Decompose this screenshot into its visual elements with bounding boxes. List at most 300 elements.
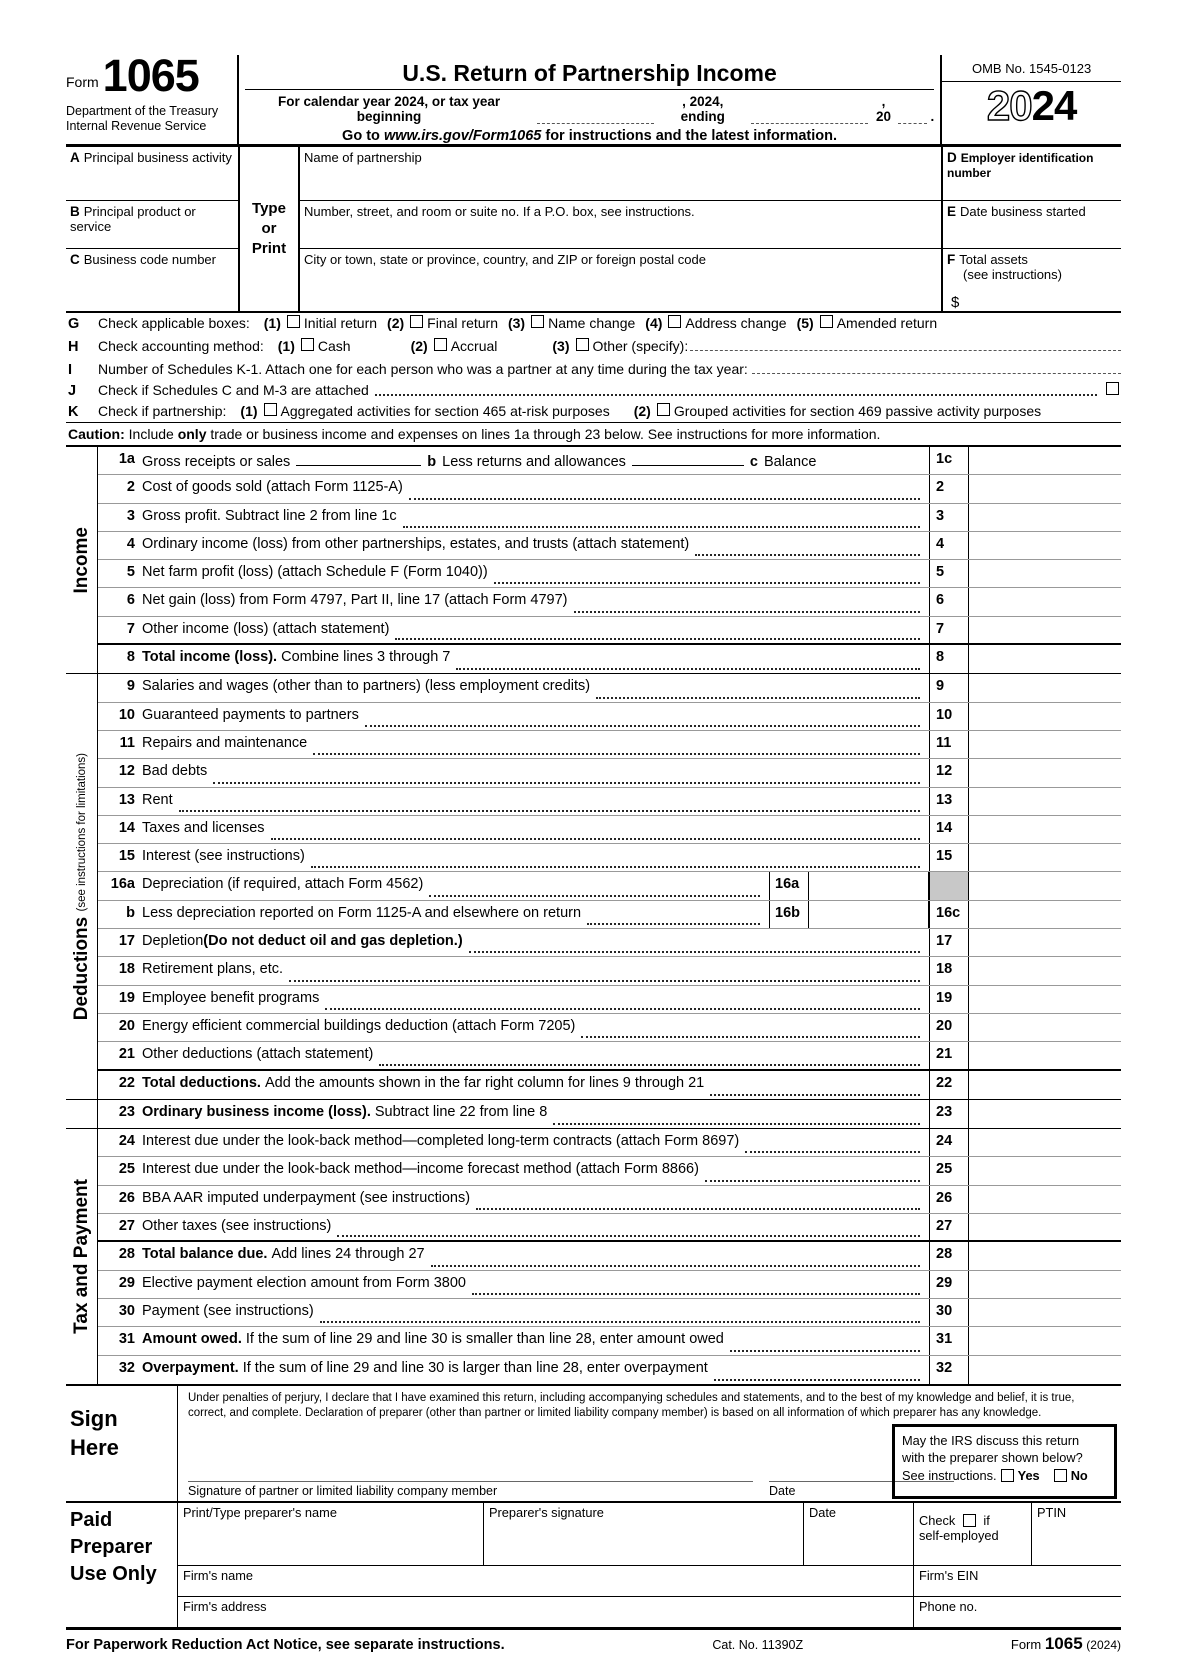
label-j-text: Check if Schedules C and M-3 are attached xyxy=(98,382,369,398)
line-9-number: 9 xyxy=(126,678,135,695)
form-number: 1065 xyxy=(102,50,199,101)
line-16c-amount-input[interactable] xyxy=(969,901,1121,928)
line-25-text-cell xyxy=(142,1157,929,1184)
label-h-tag: H xyxy=(68,339,79,355)
line-4-row xyxy=(98,532,1121,560)
line-6-number: 6 xyxy=(126,592,135,609)
line-21-row xyxy=(98,1042,1121,1070)
agency-line-1: Department of the Treasury xyxy=(66,104,219,119)
masthead-left xyxy=(66,50,237,144)
line-16b-leader xyxy=(587,923,760,925)
field-date-business-started[interactable] xyxy=(943,201,1121,249)
line-7-number: 7 xyxy=(126,620,135,637)
line-14-text-cell xyxy=(142,816,929,843)
line-4-leader xyxy=(695,554,920,556)
line-5-row xyxy=(98,560,1121,588)
g2-number: (2) xyxy=(387,315,405,331)
line-30-amount-input[interactable] xyxy=(969,1299,1121,1326)
checkbox-amended-return[interactable] xyxy=(820,315,833,328)
income-label-text: Income xyxy=(70,526,92,594)
line-29-text-cell xyxy=(142,1271,929,1298)
line-2-amount-number: 2 xyxy=(929,475,969,502)
row-k-partnership-elections xyxy=(66,401,1121,422)
preparer-row-2 xyxy=(178,1566,1121,1597)
deductions-label-sub: (see instructions for limitations) xyxy=(75,752,88,912)
tax-payment-label-text: Tax and Payment xyxy=(70,1179,92,1334)
line-29-amount-input[interactable] xyxy=(969,1271,1121,1298)
label-b-tag: B xyxy=(70,204,80,219)
line-12-amount-input[interactable] xyxy=(969,759,1121,786)
field-firm-ein[interactable] xyxy=(914,1566,1121,1596)
k1-number: (1) xyxy=(240,403,258,419)
line-22-leader xyxy=(710,1094,920,1096)
entity-info-block xyxy=(66,147,1121,313)
line-22-number: 22 xyxy=(118,1074,135,1091)
line-23-leader xyxy=(553,1123,920,1125)
k1-label: Aggregated activities for section 465 at-risk purposes xyxy=(280,403,610,419)
g1-number: (1) xyxy=(263,315,281,331)
line-10-amount-input[interactable] xyxy=(969,703,1121,730)
agency-line-2: Internal Revenue Service xyxy=(66,119,207,134)
accounting-method-other-input[interactable] xyxy=(690,336,1121,351)
line-24-row xyxy=(98,1129,1121,1157)
label-street-address: Number, street, and room or suite no. If a P.O. box, see instructions. xyxy=(304,204,695,219)
h2-number: (2) xyxy=(410,338,428,354)
line-23-rows xyxy=(98,1100,1121,1128)
irs-discuss-no-label: No xyxy=(1070,1468,1088,1484)
line-31-bold-label: Amount owed. xyxy=(142,1331,242,1348)
line-5-leader xyxy=(494,582,920,584)
line-31-row xyxy=(98,1327,1121,1355)
field-phone-number[interactable] xyxy=(914,1597,1121,1627)
line-28-label: Add lines 24 through 27 xyxy=(271,1246,425,1263)
field-city-state-zip[interactable] xyxy=(300,249,941,311)
line-31-leader xyxy=(730,1350,920,1352)
goto-suffix: for instructions and the latest information. xyxy=(545,128,838,144)
line-7-amount-number: 7 xyxy=(929,617,969,643)
line-16a-row xyxy=(98,872,1121,900)
field-firm-address[interactable] xyxy=(178,1597,914,1627)
label-f-tag: F xyxy=(947,252,956,267)
checkbox-irs-discuss-yes[interactable] xyxy=(1001,1469,1014,1482)
line-30-amount-number: 30 xyxy=(929,1299,969,1326)
line-13-row xyxy=(98,788,1121,816)
line-31-text-cell xyxy=(142,1327,929,1354)
line-25-label: Interest due under the look-back method—income forecast method (attach Form 8866) xyxy=(142,1161,699,1178)
line-18-row xyxy=(98,957,1121,985)
g4-label: Address change xyxy=(685,315,787,331)
line-2-leader xyxy=(409,498,920,500)
line-23-bold-label: Ordinary business income (loss). xyxy=(142,1103,371,1120)
line-32-leader xyxy=(714,1379,920,1381)
tax-year-outline-part: 20 xyxy=(986,82,1032,129)
label-f-text: Total assets xyxy=(959,252,1028,267)
label-i-text: Number of Schedules K-1. Attach one for each person who was a partner at any time during the tax year: xyxy=(98,361,748,377)
preparer-row-3 xyxy=(178,1597,1121,1627)
line-3-amount-input[interactable] xyxy=(969,504,1121,531)
line-25-row xyxy=(98,1157,1121,1185)
line-32-text-cell xyxy=(142,1356,929,1384)
line-20-text-cell xyxy=(142,1014,929,1041)
label-check: Check xyxy=(919,1512,956,1528)
deductions-section xyxy=(66,673,1121,1098)
line-28-row xyxy=(98,1242,1121,1270)
line-15-leader xyxy=(311,866,920,868)
line-23-row xyxy=(98,1100,1121,1128)
label-self-employed: self-employed xyxy=(919,1527,999,1543)
line-14-leader xyxy=(271,838,920,840)
footer-form-year: (2024) xyxy=(1086,1637,1121,1652)
entity-left-column xyxy=(66,147,238,311)
line-1c-amount-input[interactable] xyxy=(969,447,1121,474)
line-30-row xyxy=(98,1299,1121,1327)
field-firm-name[interactable] xyxy=(178,1566,914,1596)
perjury-declaration: Under penalties of perjury, I declare that I have examined this return, including accompanying schedules and statements, and to the best of my knowledge and belief, it is true, correct, and complete. Declaration of preparer (other than partner or limited liability company member) is based on all information of which preparer has any knowledge. xyxy=(188,1391,1075,1420)
line-16b-sub-input[interactable] xyxy=(809,901,929,928)
label-b-text: Principal product or service xyxy=(70,204,196,234)
label-a-text: Principal business activity xyxy=(83,150,232,165)
line-3-label: Gross profit. Subtract line 2 from line 1c xyxy=(142,507,397,524)
line-10-row xyxy=(98,703,1121,731)
line-1c-amount-number: 1c xyxy=(929,447,969,474)
caution-text-2: trade or business income and expenses on lines 1a through 23 below. See instructions for more information. xyxy=(210,426,881,442)
tax-year-end-field[interactable] xyxy=(751,110,868,124)
line-8-number: 8 xyxy=(126,649,135,666)
line-10-number: 10 xyxy=(118,706,135,723)
h1-label: Cash xyxy=(317,338,351,354)
line-7-leader xyxy=(395,638,920,640)
line-6-text-cell xyxy=(142,588,929,615)
line-22-amount-number: 22 xyxy=(929,1071,969,1099)
line-15-number: 15 xyxy=(118,848,135,865)
checkbox-initial-return[interactable] xyxy=(287,315,300,328)
line-23-amount-number: 23 xyxy=(929,1100,969,1128)
checkbox-rows-block xyxy=(66,313,1121,445)
checkbox-irs-discuss-no[interactable] xyxy=(1054,1469,1067,1482)
line-11-row xyxy=(98,731,1121,759)
line-13-text-cell xyxy=(142,788,929,815)
line-28-amount-input[interactable] xyxy=(969,1242,1121,1269)
line-4-label: Ordinary income (loss) from other partnerships, estates, and trusts (attach statement) xyxy=(142,535,690,552)
calendar-year-suffix: , 20 xyxy=(875,94,891,124)
paid-preparer-line-2: Preparer xyxy=(70,1535,153,1558)
line-25-leader xyxy=(705,1180,920,1182)
line-22-amount-input[interactable] xyxy=(969,1071,1121,1099)
line-5-text-cell xyxy=(142,560,929,587)
checkbox-method-accrual[interactable] xyxy=(434,338,447,351)
line-23-number: 23 xyxy=(118,1103,135,1120)
field-street-address[interactable] xyxy=(300,201,941,249)
line-4-amount-input[interactable] xyxy=(969,532,1121,559)
line-17-row xyxy=(98,929,1121,957)
catalog-number: Cat. No. 11390Z xyxy=(712,1637,804,1652)
line-19-amount-input[interactable] xyxy=(969,986,1121,1013)
deductions-label-main: Deductions xyxy=(70,916,92,1021)
label-e-tag: E xyxy=(947,204,957,219)
line-26-amount-number: 26 xyxy=(929,1186,969,1213)
line-26-amount-input[interactable] xyxy=(969,1186,1121,1213)
partner-date-label: Date xyxy=(769,1483,796,1498)
line-24-text-cell xyxy=(142,1129,929,1156)
line-3-amount-number: 3 xyxy=(929,504,969,531)
checkbox-grouped-activities-469[interactable] xyxy=(657,403,670,416)
line-21-number: 21 xyxy=(118,1046,135,1063)
field-principal-business-activity[interactable] xyxy=(66,147,238,201)
line-13-number: 13 xyxy=(118,791,135,808)
line-13-leader xyxy=(179,810,920,812)
line-11-leader xyxy=(313,753,920,755)
deductions-section-label xyxy=(66,674,98,1098)
footer-form-number: 1065 xyxy=(1044,1633,1083,1653)
line-9-label: Salaries and wages (other than to partners) (less employment credits) xyxy=(142,678,591,695)
line-32-amount-input[interactable] xyxy=(969,1356,1121,1384)
line-14-amount-input[interactable] xyxy=(969,816,1121,843)
field-self-employed-check[interactable] xyxy=(914,1503,1032,1565)
line-18-leader xyxy=(289,980,920,982)
line-20-amount-input[interactable] xyxy=(969,1014,1121,1041)
line-1b-input[interactable] xyxy=(632,451,744,466)
line-28-text-cell xyxy=(142,1242,929,1269)
h3-label: Other (specify): xyxy=(592,338,689,354)
label-d-tag: D xyxy=(947,150,957,165)
field-employer-identification-number[interactable] xyxy=(943,147,1121,201)
checkbox-aggregated-activities-465[interactable] xyxy=(264,403,277,416)
line-19-row xyxy=(98,986,1121,1014)
entity-right-column xyxy=(941,147,1121,311)
line-16c-amount-number: 16c xyxy=(929,901,969,928)
line-18-amount-input[interactable] xyxy=(969,957,1121,984)
deductions-rows xyxy=(98,674,1121,1098)
line-14-amount-number: 14 xyxy=(929,816,969,843)
line-23-amount-input[interactable] xyxy=(969,1100,1121,1128)
line-18-text-cell xyxy=(142,957,929,984)
line-28-amount-number: 28 xyxy=(929,1242,969,1269)
line-17-number: 17 xyxy=(118,933,135,950)
field-principal-product-or-service[interactable] xyxy=(66,201,238,249)
line-30-label: Payment (see instructions) xyxy=(142,1302,314,1319)
line-32-row xyxy=(98,1356,1121,1384)
line-6-amount-input[interactable] xyxy=(969,588,1121,615)
line-27-leader xyxy=(337,1235,920,1237)
line-9-leader xyxy=(596,697,920,699)
tax-year-line xyxy=(245,89,934,144)
irs-discuss-line-1: May the IRS discuss this return xyxy=(902,1432,1080,1448)
line-2-number: 2 xyxy=(126,479,135,496)
line-11-amount-input[interactable] xyxy=(969,731,1121,758)
type-or-print-line-2: or xyxy=(261,219,277,237)
line-13-amount-input[interactable] xyxy=(969,788,1121,815)
field-partnership-name[interactable] xyxy=(300,147,941,201)
line-23-text-cell xyxy=(142,1100,929,1128)
line-12-amount-number: 12 xyxy=(929,759,969,786)
line-24-leader xyxy=(745,1151,920,1153)
preparer-row-1 xyxy=(178,1503,1121,1566)
label-g-text: Check applicable boxes: xyxy=(98,315,250,331)
row-j-schedules-c-m3 xyxy=(66,380,1121,401)
agency-name xyxy=(66,104,233,134)
line-6-amount-number: 6 xyxy=(929,588,969,615)
line-26-number: 26 xyxy=(118,1189,135,1206)
line-1a-label: Gross receipts or sales xyxy=(142,454,291,470)
label-firm-address: Firm's address xyxy=(183,1598,267,1614)
line-14-row xyxy=(98,816,1121,844)
line-16a-subbox xyxy=(769,872,929,899)
checkbox-address-change[interactable] xyxy=(668,315,681,328)
paid-preparer-label xyxy=(66,1503,178,1627)
line-23-label: Subtract line 22 from line 8 xyxy=(374,1103,548,1120)
line-1a-text-cell xyxy=(142,447,929,474)
line-12-number: 12 xyxy=(118,763,135,780)
line-9-row xyxy=(98,674,1121,702)
checkbox-self-employed[interactable] xyxy=(963,1514,976,1527)
label-preparer-name: Print/Type preparer's name xyxy=(183,1504,337,1520)
partner-signature-field[interactable] xyxy=(188,1481,753,1498)
line-11-text-cell xyxy=(142,731,929,758)
line-22-text-cell xyxy=(142,1071,929,1099)
line-20-leader xyxy=(581,1036,920,1038)
g5-label: Amended return xyxy=(836,315,938,331)
line-32-number: 32 xyxy=(118,1359,135,1376)
checkbox-final-return[interactable] xyxy=(410,315,423,328)
tax-payment-section-label xyxy=(66,1129,98,1384)
checkbox-method-cash[interactable] xyxy=(301,338,314,351)
field-preparer-name[interactable] xyxy=(178,1503,484,1565)
omb-number: OMB No. 1545-0123 xyxy=(942,55,1121,82)
line-17-amount-number: 17 xyxy=(929,929,969,956)
caution-note xyxy=(66,422,1121,445)
line-12-row xyxy=(98,759,1121,787)
line-15-amount-input[interactable] xyxy=(969,844,1121,871)
line-25-number: 25 xyxy=(118,1161,135,1178)
line-27-amount-number: 27 xyxy=(929,1214,969,1240)
label-k-tag: K xyxy=(68,404,79,420)
line-16a-text-cell xyxy=(142,872,769,899)
label-firm-name: Firm's name xyxy=(183,1567,253,1583)
line-8-label: Combine lines 3 through 7 xyxy=(281,649,451,666)
line-9-amount-input[interactable] xyxy=(969,674,1121,701)
line-24-amount-number: 24 xyxy=(929,1129,969,1156)
field-preparer-signature[interactable] xyxy=(484,1503,804,1565)
line-24-number: 24 xyxy=(118,1133,135,1150)
label-d-text: Employer identification number xyxy=(947,151,1094,180)
line-12-label: Bad debts xyxy=(142,763,208,780)
line-22-bold-label: Total deductions. xyxy=(142,1074,261,1091)
line-16a-sub-input[interactable] xyxy=(809,872,929,899)
goto-prefix: Go to xyxy=(342,128,380,144)
schedules-k1-count-input[interactable] xyxy=(752,359,1121,374)
form-word-label: Form xyxy=(66,74,99,91)
irs-form-url[interactable]: www.irs.gov/Form1065 xyxy=(383,128,542,144)
line-21-amount-number: 21 xyxy=(929,1042,969,1068)
line-13-label: Rent xyxy=(142,791,173,808)
masthead-right xyxy=(942,55,1121,144)
line-17-leader xyxy=(469,951,920,953)
line-2-amount-input[interactable] xyxy=(969,475,1121,502)
line-19-amount-number: 19 xyxy=(929,986,969,1013)
tax-and-payment-section xyxy=(66,1128,1121,1386)
line-26-row xyxy=(98,1186,1121,1214)
field-ptin[interactable] xyxy=(1032,1503,1121,1565)
form-sheet xyxy=(66,50,1121,1654)
g4-number: (4) xyxy=(645,315,663,331)
line-27-amount-input[interactable] xyxy=(969,1214,1121,1240)
tax-payment-rows xyxy=(98,1129,1121,1384)
tax-year-begin-field[interactable] xyxy=(537,110,654,124)
masthead-center xyxy=(237,55,942,144)
line-29-leader xyxy=(472,1293,920,1295)
irs-discuss-line-2: with the preparer shown below? xyxy=(902,1450,1083,1466)
line-16b-label: Less depreciation reported on Form 1125-A and elsewhere on return xyxy=(142,904,582,921)
field-preparer-date[interactable] xyxy=(804,1503,914,1565)
line-16b-row xyxy=(98,901,1121,929)
line-23-section-spacer xyxy=(66,1100,98,1128)
checkbox-method-other[interactable] xyxy=(576,338,589,351)
line-21-amount-input[interactable] xyxy=(969,1042,1121,1068)
line-14-number: 14 xyxy=(118,819,135,836)
line-7-amount-input[interactable] xyxy=(969,617,1121,643)
line-3-row xyxy=(98,504,1121,532)
line-30-text-cell xyxy=(142,1299,929,1326)
line-16a-number: 16a xyxy=(110,876,135,893)
line-1c-number: c xyxy=(749,454,758,470)
checkbox-name-change[interactable] xyxy=(531,315,544,328)
field-business-code-number[interactable] xyxy=(66,249,238,311)
tax-year-end-yy-field[interactable] xyxy=(898,110,928,124)
tax-year-solid-part: 24 xyxy=(1031,82,1077,129)
line-17-amount-input[interactable] xyxy=(969,929,1121,956)
line-25-amount-input[interactable] xyxy=(969,1157,1121,1184)
line-20-row xyxy=(98,1014,1121,1042)
line-28-number: 28 xyxy=(118,1246,135,1263)
type-or-print-line-3: Print xyxy=(251,240,287,258)
line-11-label: Repairs and maintenance xyxy=(142,734,308,751)
line-8-row xyxy=(98,645,1121,673)
line-10-text-cell xyxy=(142,703,929,730)
irs-discuss-line-3 xyxy=(902,1467,1107,1485)
line-21-text-cell xyxy=(142,1042,929,1068)
line-31-amount-input[interactable] xyxy=(969,1327,1121,1354)
h2-label: Accrual xyxy=(450,338,498,354)
line-24-amount-input[interactable] xyxy=(969,1129,1121,1156)
label-h-text: Check accounting method: xyxy=(98,338,264,354)
line-1a-input[interactable] xyxy=(296,451,421,466)
line-10-amount-number: 10 xyxy=(929,703,969,730)
line-28-bold-label: Total balance due. xyxy=(142,1246,268,1263)
line-8-amount-input[interactable] xyxy=(969,645,1121,673)
label-f-subtext: (see instructions) xyxy=(963,267,1062,282)
h1-number: (1) xyxy=(277,338,295,354)
line-26-text-cell xyxy=(142,1186,929,1213)
line-16b-number: b xyxy=(126,904,135,921)
line-29-amount-number: 29 xyxy=(929,1271,969,1298)
line-5-amount-input[interactable] xyxy=(969,560,1121,587)
line-7-label: Other income (loss) (attach statement) xyxy=(142,620,390,637)
row-i-schedules-k1 xyxy=(66,357,1121,380)
partner-signature-label: Signature of partner or limited liability company member xyxy=(188,1483,498,1498)
line-32-amount-number: 32 xyxy=(929,1356,969,1384)
line-16a-amount-blank xyxy=(969,872,1121,899)
label-city-state-zip: City or town, state or province, country, and ZIP or foreign postal code xyxy=(304,252,706,267)
line-27-number: 27 xyxy=(118,1218,135,1235)
checkbox-schedules-c-m3-attached[interactable] xyxy=(1106,382,1119,395)
irs-website-line xyxy=(245,128,934,144)
field-total-assets[interactable] xyxy=(943,249,1121,311)
sign-here-line-2: Here xyxy=(70,1435,119,1461)
entity-address-column xyxy=(300,147,941,311)
footer-form-word: Form xyxy=(1010,1636,1042,1652)
line-22-label: Add the amounts shown in the far right column for lines 9 through 21 xyxy=(264,1074,705,1091)
paid-preparer-line-3: Use Only xyxy=(70,1562,157,1585)
